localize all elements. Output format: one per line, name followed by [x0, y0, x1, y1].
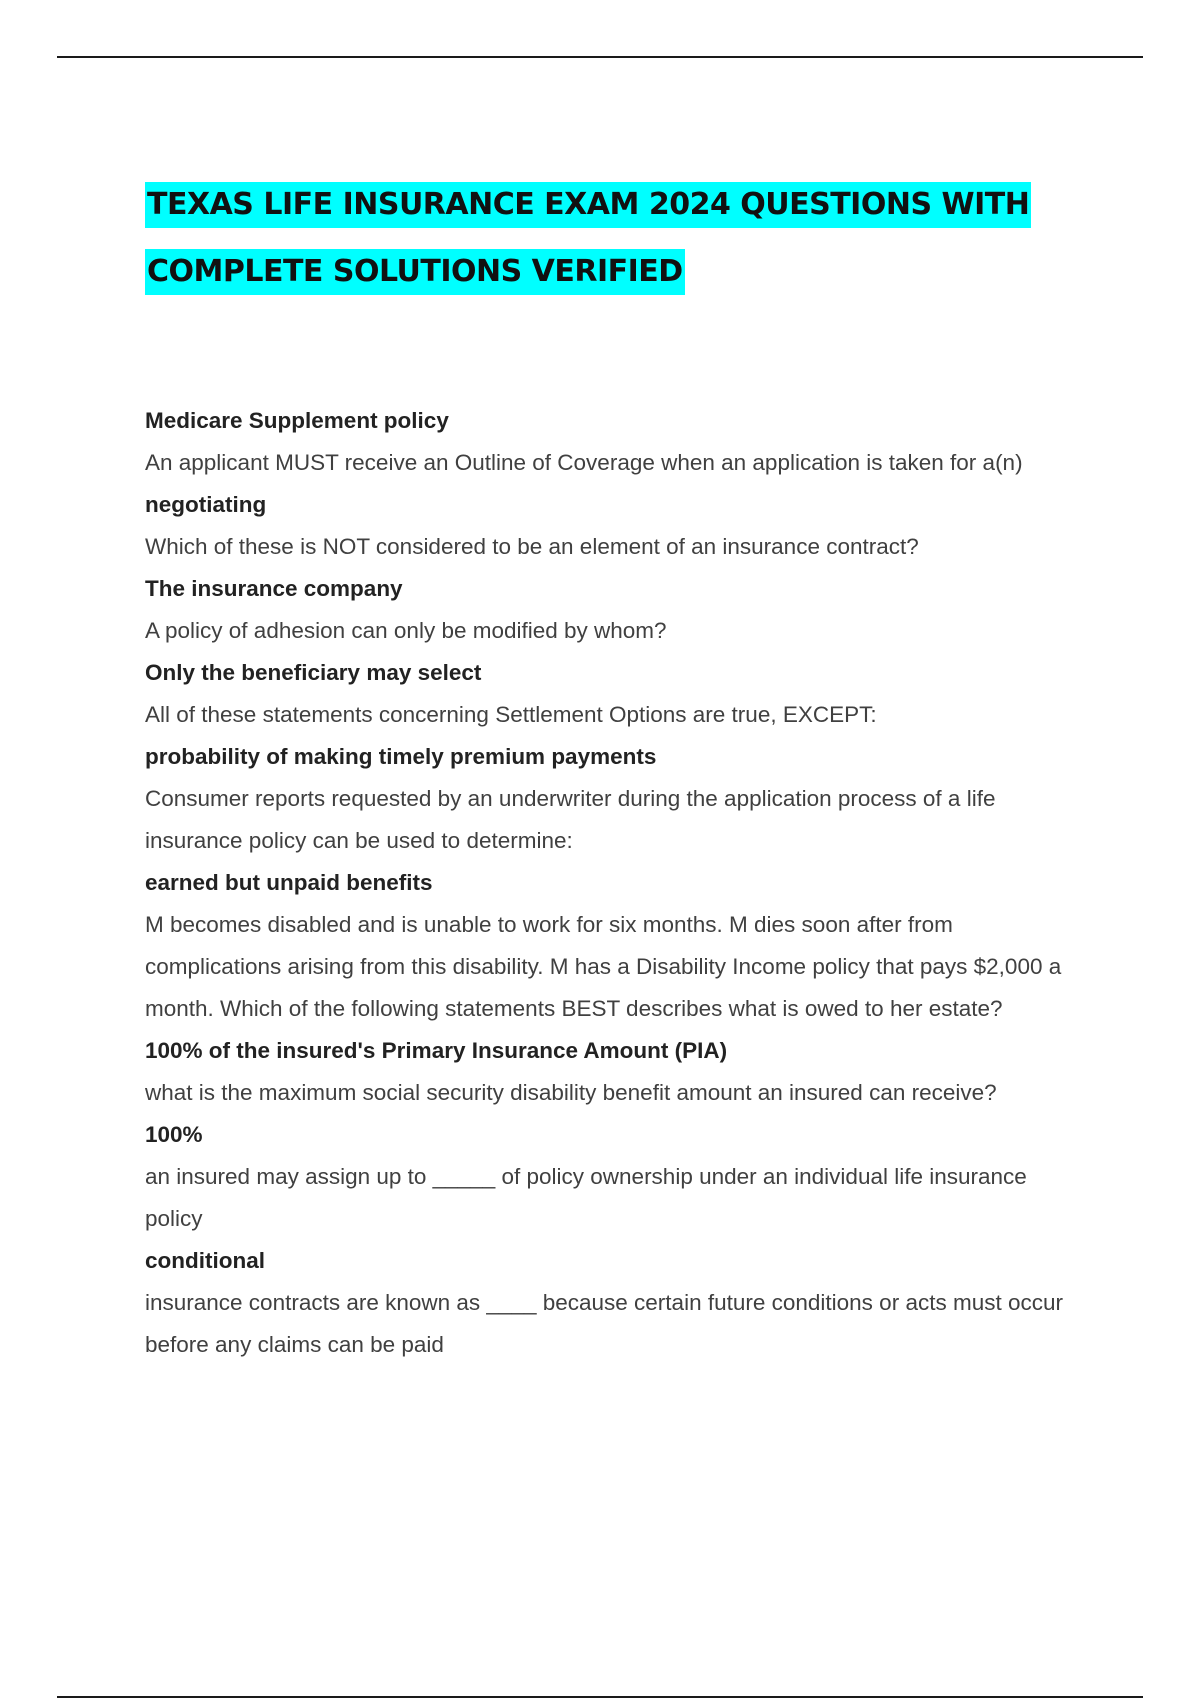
title-line-1: TEXAS LIFE INSURANCE EXAM 2024 QUESTIONS WITH — [145, 182, 1031, 228]
answer-text: Only the beneficiary may select — [145, 660, 482, 685]
question-text: an insured may assign up to _____ of policy ownership under an individual life insurance policy — [145, 1164, 1027, 1231]
question-text: Consumer reports requested by an underwriter during the application process of a life insurance policy can be used to determine: — [145, 786, 996, 853]
question-text: A policy of adhesion can only be modified by whom? — [145, 618, 667, 643]
answer-text: earned but unpaid benefits — [145, 870, 433, 895]
question-text: Which of these is NOT considered to be an element of an insurance contract? — [145, 534, 919, 559]
question-text: M becomes disabled and is unable to work for six months. M dies soon after from complications arising from this disability. M has a Disability Income policy that pays $2,000 a month. Which of the following statements BEST describes what is owed to her estate? — [145, 912, 1062, 1021]
answer-text: 100% of the insured's Primary Insurance Amount (PIA) — [145, 1038, 728, 1063]
question-answer-list — [145, 400, 1085, 1366]
title-line-2: COMPLETE SOLUTIONS VERIFIED — [145, 249, 685, 295]
answer-text: 100% — [145, 1122, 203, 1147]
answer-text: Medicare Supplement policy — [145, 408, 449, 433]
question-text: All of these statements concerning Settlement Options are true, EXCEPT: — [145, 702, 877, 727]
question-text: what is the maximum social security disability benefit amount an insured can receive? — [145, 1080, 997, 1105]
answer-text: conditional — [145, 1248, 265, 1273]
bottom-rule — [57, 1696, 1143, 1698]
answer-text: negotiating — [145, 492, 267, 517]
question-text: An applicant MUST receive an Outline of Coverage when an application is taken for a(n) — [145, 450, 1023, 475]
top-rule — [57, 56, 1143, 58]
answer-text: probability of making timely premium payments — [145, 744, 657, 769]
answer-text: The insurance company — [145, 576, 403, 601]
question-text: insurance contracts are known as ____ because certain future conditions or acts must occur before any claims can be paid — [145, 1290, 1063, 1357]
